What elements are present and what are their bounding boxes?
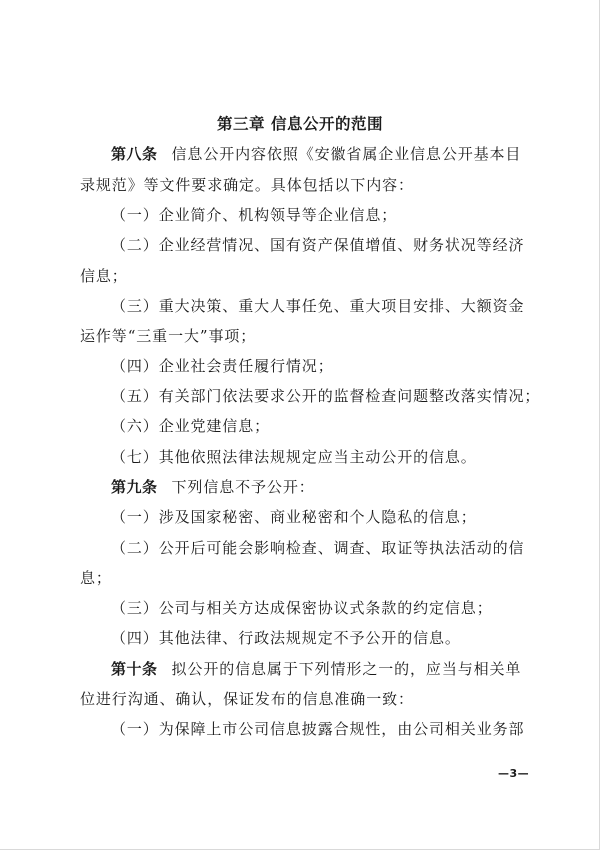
article-9-text-1: 下列信息不予公开： (171, 478, 315, 496)
article-8-item-2: （二）企业经营情况、国有资产保值增值、财务状况等经济 (111, 236, 525, 254)
article-8-heading: 第八条 (111, 145, 158, 163)
article-8-text-1: 信息公开内容依照《安徽省属企业信息公开基本目 (171, 145, 522, 163)
article-8-item-2-cont: 信息； (80, 267, 128, 285)
article-9-item-3: （三）公司与相关方达成保密协议式条款的约定信息； (111, 599, 493, 617)
article-10-item-1: （一）为保障上市公司信息披露合规性，由公司相关业务部 (111, 720, 525, 738)
article-8-item-3: （三）重大决策、重大人事任免、重大项目安排、大额资金 (111, 297, 525, 315)
article-9-heading: 第九条 (111, 478, 158, 496)
article-10-line-1 (111, 660, 536, 678)
article-8-item-6: （六）企业党建信息； (111, 417, 271, 435)
article-9-line-1 (111, 478, 536, 496)
article-8-item-7: （七）其他依照法律法规规定应当主动公开的信息。 (111, 448, 477, 466)
page-number: —3— (498, 767, 530, 780)
article-9-item-2: （二）公开后可能会影响检查、调查、取证等执法活动的信 (111, 539, 525, 557)
article-8-line-1 (111, 145, 536, 163)
article-8-item-5: （五）有关部门依法要求公开的监督检查问题整改落实情况； (111, 387, 541, 405)
article-8-item-3-cont: 运作等“三重一大”事项； (80, 327, 257, 345)
article-9-item-2-cont: 息； (80, 569, 112, 587)
article-9-item-1: （一）涉及国家秘密、商业秘密和个人隐私的信息； (111, 508, 477, 526)
article-10-text-1: 拟公开的信息属于下列情形之一的，应当与相关单 (171, 660, 522, 678)
article-8-line-2: 录规范》等文件要求确定。具体包括以下内容： (80, 176, 414, 194)
article-10-line-2: 位进行沟通、确认，保证发布的信息准确一致： (80, 690, 414, 708)
chapter-title: 第三章 信息公开的范围 (217, 115, 383, 133)
article-10-heading: 第十条 (111, 660, 158, 678)
article-9-item-4: （四）其他法律、行政法规规定不予公开的信息。 (111, 629, 461, 647)
article-8-item-1: （一）企业简介、机构领导等企业信息； (111, 206, 398, 224)
article-8-item-4: （四）企业社会责任履行情况； (111, 357, 334, 375)
